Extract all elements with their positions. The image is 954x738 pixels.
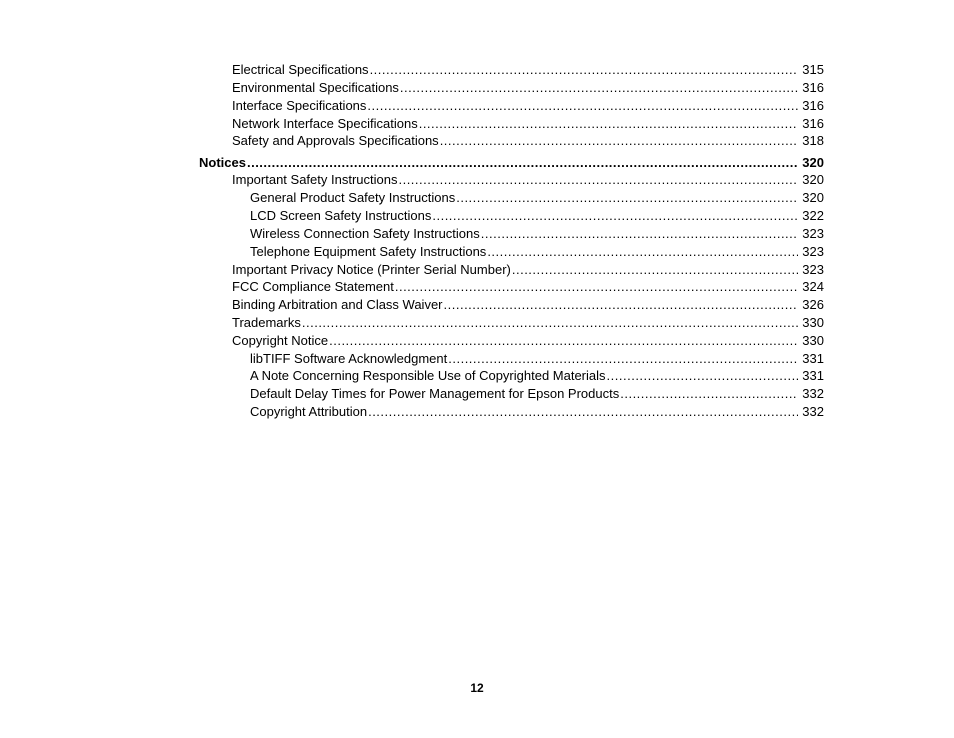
toc-entry[interactable] (232, 333, 824, 349)
toc-entry[interactable] (232, 116, 824, 132)
toc-entry-page: 323 (802, 244, 824, 259)
toc-entry-page: 316 (802, 116, 824, 131)
toc-entry-title: Notices (199, 155, 246, 170)
toc-dot-leader (440, 133, 799, 149)
toc-entry-page: 332 (802, 386, 824, 401)
toc-entry-title: Safety and Approvals Specifications (232, 133, 439, 148)
toc-entry[interactable] (232, 315, 824, 331)
toc-entry-page: 318 (802, 133, 824, 148)
toc-entry-page: 330 (802, 333, 824, 348)
toc-dot-leader (398, 172, 798, 188)
toc-entry-page: 320 (802, 190, 824, 205)
toc-section-entry[interactable] (199, 155, 824, 171)
toc-entry-page: 316 (802, 80, 824, 95)
toc-entry-title: Environmental Specifications (232, 80, 399, 95)
toc-dot-leader (607, 368, 799, 384)
toc-entry-page: 320 (802, 155, 824, 170)
page-number: 12 (470, 681, 484, 695)
toc-dot-leader (512, 262, 798, 278)
toc-entry[interactable] (232, 133, 824, 149)
toc-dot-leader (620, 386, 798, 402)
toc-dot-leader (329, 333, 798, 349)
toc-entry[interactable] (232, 279, 824, 295)
toc-entry-page: 332 (802, 404, 824, 419)
toc-entry-page: 322 (802, 208, 824, 223)
toc-entry-title: libTIFF Software Acknowledgment (250, 351, 448, 366)
toc-entry[interactable] (250, 351, 824, 367)
toc-entry-page: 320 (802, 172, 824, 187)
toc-dot-leader (444, 297, 799, 313)
toc-entry[interactable] (250, 386, 824, 402)
toc-dot-leader (419, 116, 799, 132)
toc-entry-title: Wireless Connection Safety Instructions (250, 226, 480, 241)
toc-entry-title: FCC Compliance Statement (232, 279, 394, 294)
toc-entry-page: 330 (802, 315, 824, 330)
toc-entry-page: 315 (802, 62, 824, 77)
toc-entry-page: 331 (802, 368, 824, 383)
toc-dot-leader (302, 315, 798, 331)
toc-entry[interactable] (250, 226, 824, 242)
toc-entry[interactable] (250, 368, 824, 384)
toc-entry[interactable] (232, 262, 824, 278)
toc-dot-leader (368, 404, 798, 420)
toc-entry-title: Important Safety Instructions (232, 172, 398, 187)
toc-dot-leader (370, 62, 799, 78)
toc-dot-leader (247, 155, 798, 171)
toc-dot-leader (367, 98, 798, 114)
toc-entry[interactable] (250, 404, 824, 420)
toc-entry-title: LCD Screen Safety Instructions (250, 208, 432, 223)
toc-entry-title: General Product Safety Instructions (250, 190, 456, 205)
toc-dot-leader (400, 80, 798, 96)
toc-entry[interactable] (232, 80, 824, 96)
toc-entry[interactable] (250, 244, 824, 260)
toc-entry-title: Binding Arbitration and Class Waiver (232, 297, 443, 312)
toc-entry-title: Copyright Notice (232, 333, 329, 348)
toc-entry[interactable] (250, 190, 824, 206)
toc-dot-leader (395, 279, 798, 295)
toc-entry-page: 331 (802, 351, 824, 366)
toc-entry-title: A Note Concerning Responsible Use of Copyrighted Materials (250, 368, 606, 383)
toc-entry-title: Important Privacy Notice (Printer Serial Number) (232, 262, 511, 277)
toc-entry-title: Electrical Specifications (232, 62, 369, 77)
toc-entry-page: 326 (802, 297, 824, 312)
toc-dot-leader (481, 226, 799, 242)
toc-entry[interactable] (250, 208, 824, 224)
toc-entry-title: Network Interface Specifications (232, 116, 418, 131)
toc-entry-page: 323 (802, 226, 824, 241)
toc-entry-title: Copyright Attribution (250, 404, 368, 419)
toc-entry[interactable] (232, 297, 824, 313)
toc-entry-page: 316 (802, 98, 824, 113)
toc-entry-page: 324 (802, 279, 824, 294)
toc-dot-leader (432, 208, 798, 224)
toc-entry[interactable] (232, 172, 824, 188)
toc-entry-title: Interface Specifications (232, 98, 367, 113)
toc-dot-leader (456, 190, 798, 206)
toc-dot-leader (487, 244, 798, 260)
toc-entry[interactable] (232, 98, 824, 114)
toc-entry-title: Default Delay Times for Power Management for Epson Products (250, 386, 620, 401)
toc-entry-title: Telephone Equipment Safety Instructions (250, 244, 487, 259)
toc-dot-leader (448, 351, 798, 367)
toc-entry[interactable] (232, 62, 824, 78)
toc-entry-page: 323 (802, 262, 824, 277)
toc-entry-title: Trademarks (232, 315, 301, 330)
